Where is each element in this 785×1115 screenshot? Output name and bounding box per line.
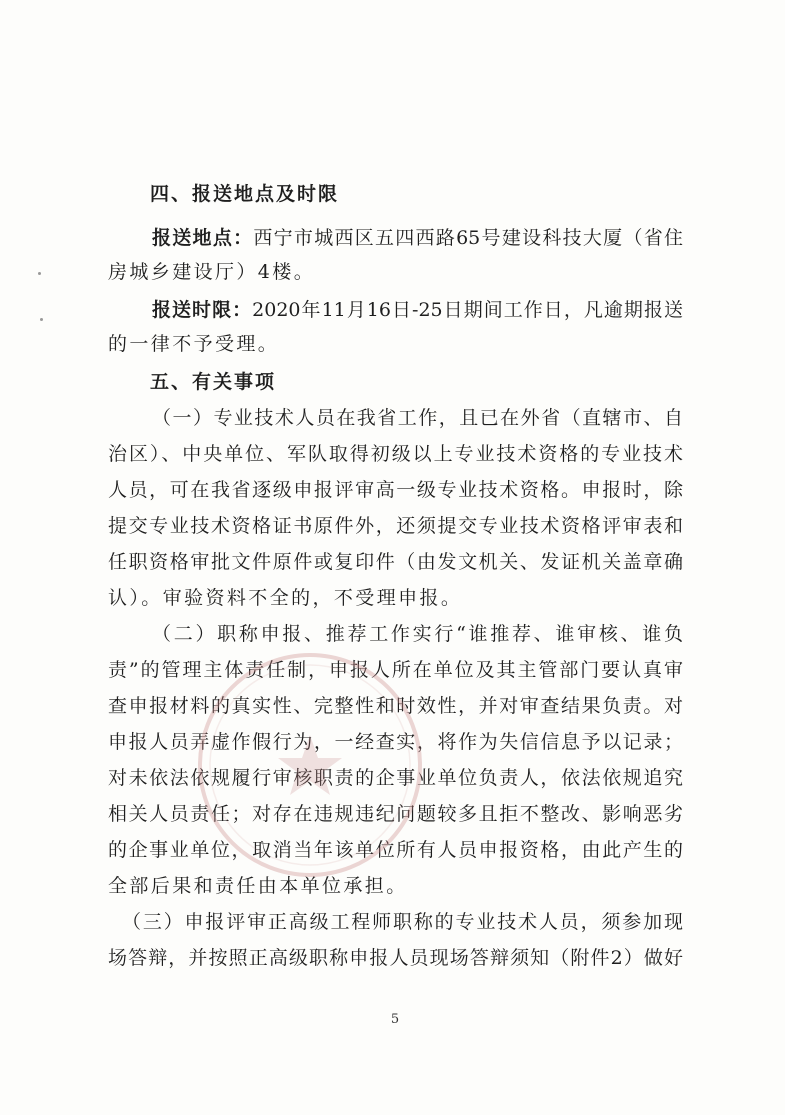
- paragraph-line: 人员，可在我省逐级申报评审高一级专业技术资格。申报时，除: [108, 479, 683, 501]
- paragraph-line: 报送时限：2020年11月16日-25日期间工作日，凡逾期报送: [152, 299, 683, 321]
- paragraph-line: （二）职称申报、推荐工作实行“谁推荐、谁审核、谁负: [152, 623, 683, 645]
- label-submission-location: 报送地点：: [152, 227, 254, 249]
- paragraph-line: 房城乡建设厅）4楼。: [108, 261, 316, 283]
- page-number: 5: [390, 1012, 400, 1027]
- paragraph-line: 查申报材料的真实性、完整性和时效性，并对审查结果负责。对: [108, 695, 683, 717]
- paragraph-line: 提交专业技术资格证书原件外，还须提交专业技术资格评审表和: [108, 515, 683, 537]
- paragraph-line: （一）专业技术人员在我省工作，且已在外省（直辖市、自: [152, 407, 683, 429]
- paragraph-line: （三）申报评审正高级工程师职称的专业技术人员，须参加现: [122, 911, 683, 933]
- scan-speck: [38, 272, 41, 275]
- paragraph-line: 相关人员责任；对存在违规违纪问题较多且拒不整改、影响恶劣: [108, 803, 683, 825]
- scan-speck: [40, 318, 43, 321]
- section-heading-5: 五、有关事项: [150, 371, 277, 393]
- paragraph-line: 对未依法依规履行审核职责的企事业单位负责人，依法依规追究: [108, 767, 683, 789]
- label-submission-deadline: 报送时限：: [152, 299, 253, 321]
- paragraph-line: 场答辩，并按照正高级职称申报人员现场答辩须知（附件2）做好: [108, 947, 683, 969]
- paragraph-line: 全部后果和责任由本单位承担。: [108, 875, 408, 897]
- paragraph-line: 的企事业单位，取消当年该单位所有人员申报资格，由此产生的: [108, 839, 683, 861]
- paragraph-line: 任职资格审批文件原件或复印件（由发文机关、发证机关盖章确: [108, 551, 683, 573]
- paragraph-line: 治区）、中央单位、军队取得初级以上专业技术资格的专业技术: [108, 443, 683, 465]
- paragraph-line: 责”的管理主体责任制，申报人所在单位及其主管部门要认真审: [108, 659, 683, 681]
- paragraph-line: 的一律不予受理。: [108, 333, 280, 355]
- paragraph-line: 报送地点：西宁市城西区五四西路65号建设科技大厦（省住: [152, 227, 683, 249]
- paragraph-line: 申报人员弄虚作假行为，一经查实，将作为失信信息予以记录；: [108, 731, 683, 753]
- section-heading-4: 四、报送地点及时限: [150, 183, 340, 205]
- paragraph-line: 认）。审验资料不全的，不受理申报。: [108, 587, 463, 609]
